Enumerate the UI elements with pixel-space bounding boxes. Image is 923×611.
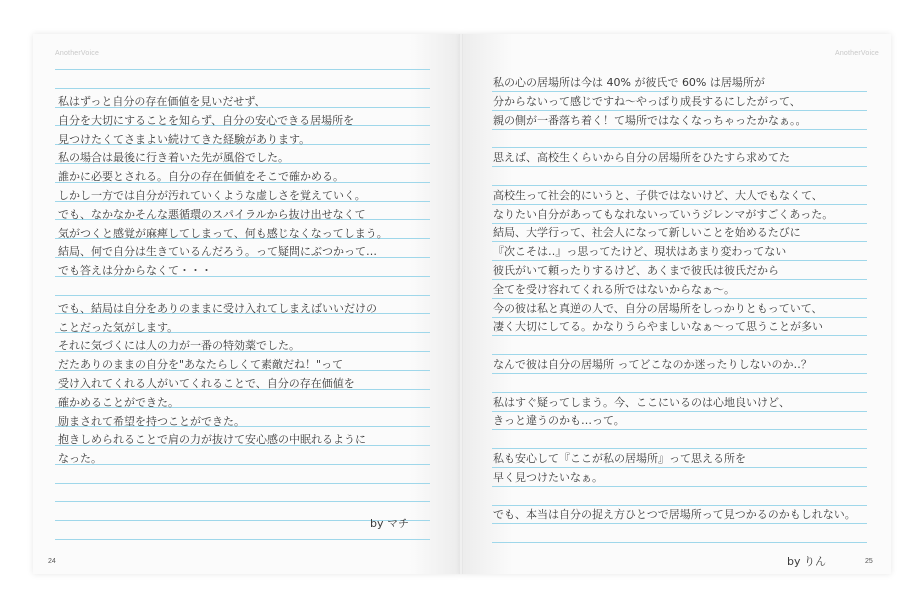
left-page-text-line: 私の場合は最後に行き着いた先が風俗でした。	[58, 151, 289, 165]
ruled-line	[492, 129, 867, 130]
left-page-text-line: 誰かに必要とされる。自分の存在価値をそこで確かめる。	[58, 170, 344, 184]
right-page-number: 25	[865, 558, 873, 565]
right-page-header: AnotherVoice	[834, 50, 879, 57]
left-page-text-line: だたありのままの自分を"あなたらしくて素敵だね！"って	[58, 358, 344, 372]
ruled-line	[492, 298, 867, 299]
left-page-header: AnotherVoice	[55, 50, 100, 57]
ruled-line	[492, 223, 867, 224]
right-page-text-line: きっと違うのかも…って。	[493, 414, 625, 428]
right-page-text-line: 分からないって感じですね〜やっぱり成長するにしたがって、	[493, 94, 801, 108]
ruled-line	[492, 354, 867, 355]
right-page-text-line: 私も安心して『ここが私の居場所』って思える所を	[493, 452, 746, 465]
left-page-signature: by マチ	[370, 517, 409, 530]
ruled-line	[55, 464, 430, 465]
ruled-line	[492, 429, 867, 430]
right-page-text-line: 凄く大切にしてる。かなりうらやましいなぁ〜って思うことが多い	[493, 320, 823, 334]
left-page-text-line: でも、なかなかそんな悪循環のスパイラルから抜け出せなくて	[58, 207, 366, 221]
left-page-text-line: 自分を大切にすることを知らず、自分の安心できる居場所を	[58, 113, 355, 127]
left-page-text-line: 気がつくと感覚が麻痺してしまって、何も感じなくなってしまう。	[58, 226, 388, 240]
left-page-text-line: 見つけたくてさまよい続けてきた経験があります。	[58, 132, 311, 146]
ruled-line	[492, 542, 867, 543]
ruled-line	[492, 91, 867, 92]
ruled-line	[55, 501, 430, 502]
right-page-text-line: 結局、大学行って、社会人になって新しいことを始めるたびに	[493, 226, 801, 240]
ruled-line	[492, 317, 867, 318]
right-page-text-line: 彼氏がいて頼ったりするけど、あくまで彼氏は彼氏だから	[493, 264, 779, 277]
ruled-line	[492, 505, 867, 506]
ruled-line	[492, 373, 867, 374]
right-page-signature: by りん	[787, 555, 826, 568]
right-page-text-line: 全てを受け容れてくれる所ではないからなぁ〜。	[493, 282, 735, 296]
ruled-line	[55, 539, 430, 540]
ruled-line	[492, 260, 867, 261]
right-page-text-line: 私はすぐ疑ってしまう。今、ここにいるのは心地良いけど、	[493, 395, 790, 409]
ruled-line	[492, 204, 867, 205]
ruled-line	[492, 392, 867, 393]
left-page-text-line: 結局、何で自分は生きているんだろう。って疑問にぶつかって…	[58, 245, 377, 259]
ruled-line	[492, 523, 867, 524]
left-page-text-line: 確かめることができた。	[58, 395, 179, 409]
right-page-text-line: 私の心の居場所は今は 40% が彼氏で 60% は居場所が	[493, 76, 765, 89]
ruled-line	[492, 241, 867, 242]
left-page-text-line: でも答えは分からなくて・・・	[58, 264, 212, 278]
ruled-line	[55, 483, 430, 484]
right-page-text-line: 思えば、高校生くらいから自分の居場所をひたすら求めてた	[493, 151, 790, 165]
ruled-line	[492, 467, 867, 468]
right-page-text-line: 早く見つけたいなぁ。	[493, 470, 603, 484]
ruled-line	[492, 411, 867, 412]
right-page-text-line: 高校生って社会的にいうと、子供ではないけど、大人でもなくて、	[493, 188, 823, 202]
right-page-text-line: 親の側が一番落ち着く！て場所ではなくなっちゃったかなぁ。。	[493, 113, 807, 127]
left-page-text-line: でも、結局は自分をありのままに受け入れてしまえばいいだけの	[58, 301, 377, 315]
left-page-text-line: 私はずっと自分の存在価値を見いだせず、	[58, 95, 266, 108]
ruled-line	[492, 279, 867, 280]
left-page-text-line: 受け入れてくれる人がいてくれることで、自分の存在価値を	[58, 377, 355, 390]
ruled-line	[492, 147, 867, 148]
book-gutter	[459, 34, 463, 574]
ruled-line	[55, 295, 430, 296]
right-page-text-line: 『次こそは‥』っ思ってたけど、現状はあまり変わってない	[493, 245, 787, 259]
right-page-text-line: 今の彼は私と真逆の人で、自分の居場所をしっかりともっていて、	[493, 301, 823, 315]
ruled-line	[492, 166, 867, 167]
left-page-text-line: なった。	[58, 452, 102, 466]
ruled-line	[492, 448, 867, 449]
left-page-text-line: それに気づくには人の力が一番の特効薬でした。	[58, 339, 300, 353]
left-page-text-line: 抱きしめられることで肩の力が抜けて安心感の中眠れるように	[58, 433, 366, 447]
right-page-text-line: なりたい自分があってもなれないっていうジレンマがすごくあった。	[493, 207, 834, 221]
right-page-text-line: なんで彼は自分の居場所 ってどこなのか迷ったりしないのか‥？	[493, 358, 812, 371]
ruled-line	[492, 110, 867, 111]
ruled-line	[55, 88, 430, 89]
left-page-number: 24	[48, 558, 56, 565]
ruled-line	[492, 486, 867, 487]
left-page-text-line: しかし一方では自分が汚れていくような虚しさを覚えていく。	[58, 189, 366, 202]
left-page-text-line: ことだった気がします。	[58, 320, 179, 334]
ruled-line	[492, 335, 867, 336]
ruled-line	[492, 185, 867, 186]
right-page-text-line: でも、本当は自分の捉え方ひとつで居場所って見つかるのかもしれない。	[493, 508, 856, 522]
left-page-text-line: 励まされて希望を持つことができた。	[58, 414, 245, 428]
ruled-line	[55, 69, 430, 70]
